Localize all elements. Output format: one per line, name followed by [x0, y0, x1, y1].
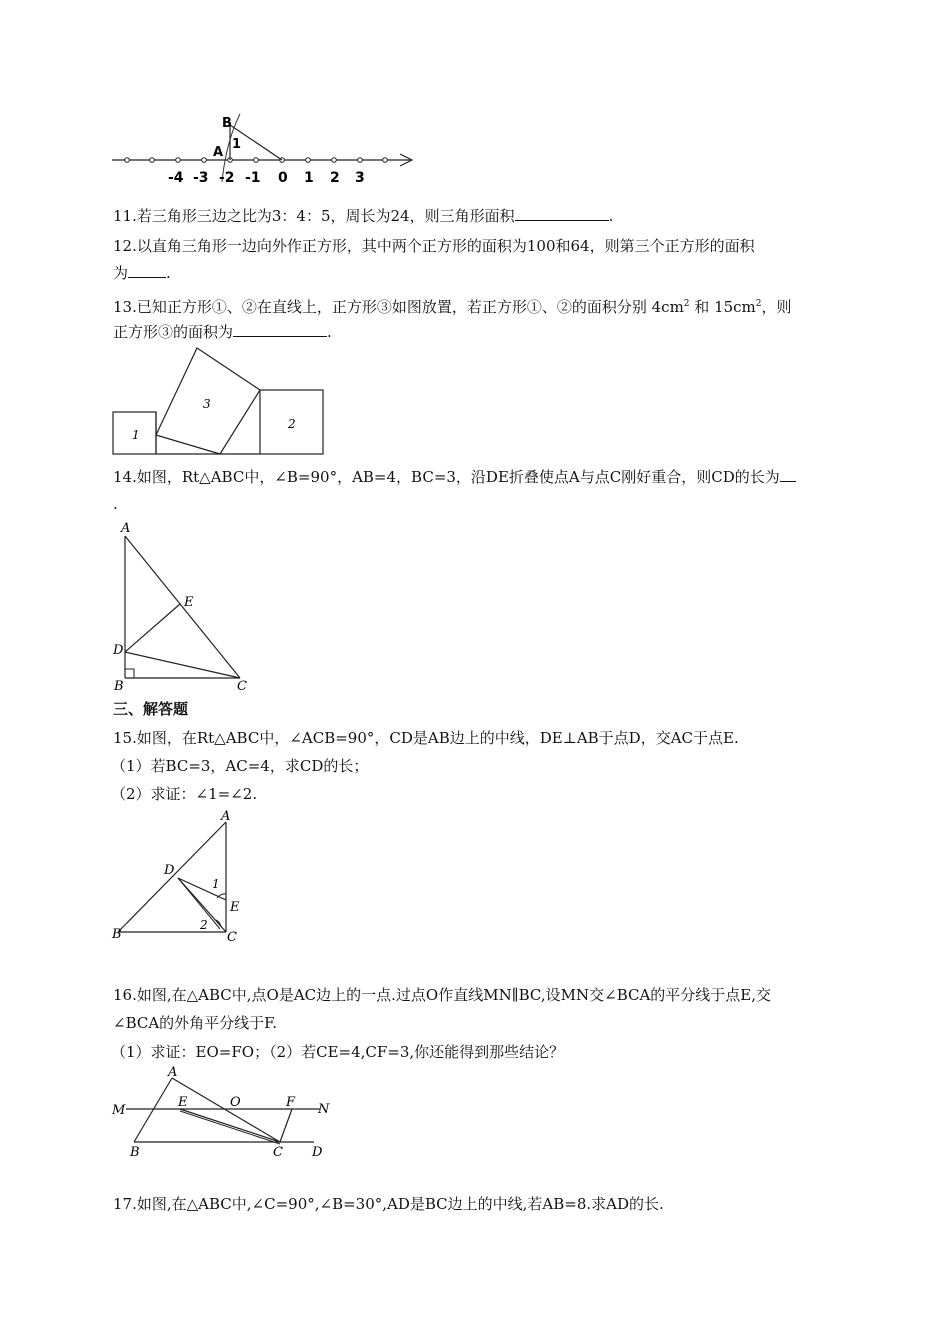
answer-blank[interactable]: [515, 206, 609, 221]
segment-DE: [125, 604, 180, 652]
period: .: [327, 323, 332, 341]
question-17-line1: 17.如图,在△ABC中,∠C=90°,∠B=30°,AD是BC边上的中线,若AB=8.求AD的长.: [113, 1195, 664, 1213]
tick-label: -2: [219, 170, 235, 186]
question-16-line3: （1）求证：EO=FO；（2）若CE=4,CF=3,你还能得到那些结论？: [111, 1043, 565, 1061]
question-11: [113, 206, 613, 226]
tick-label: -4: [168, 170, 184, 186]
label-A: A: [121, 521, 131, 536]
tick-label: 2: [330, 170, 340, 186]
label-A: A: [168, 1065, 178, 1080]
question-14-line1: [113, 467, 796, 487]
squares-figure: [112, 346, 357, 458]
question-12-line1: 12.以直角三角形一边向外作正方形，其中两个正方形的面积为100和64，则第三个正方形的面积: [113, 237, 755, 255]
question-12-line2: [113, 263, 171, 283]
side-AB: [134, 1078, 172, 1142]
segment-EC-2: [180, 1111, 280, 1144]
tick-label: 3: [355, 170, 365, 186]
question-13-line2: [113, 322, 332, 342]
section-3-heading: 三、解答题: [113, 700, 189, 718]
question-14-line2: .: [113, 495, 118, 513]
label-O: O: [230, 1095, 241, 1110]
question-15-part1: （1）若BC=3，AC=4，求CD的长；: [111, 757, 369, 775]
label-E: E: [184, 595, 194, 610]
label-F: F: [286, 1095, 296, 1110]
label-D: D: [312, 1145, 323, 1160]
label-C: C: [227, 930, 237, 945]
square-1-label: 1: [132, 428, 140, 442]
answer-blank[interactable]: [780, 467, 796, 482]
label-A: A: [213, 145, 224, 160]
label-B: B: [222, 116, 232, 131]
figure-15: [112, 808, 252, 948]
side-AC: [172, 1078, 280, 1142]
tick-label: -3: [193, 170, 209, 186]
period: .: [166, 264, 171, 282]
segment-CE: [180, 1109, 280, 1142]
answer-blank[interactable]: [233, 322, 327, 337]
label-1: 1: [232, 137, 242, 152]
label-E: E: [230, 900, 240, 915]
label-A: A: [221, 809, 231, 824]
label-B: B: [114, 679, 124, 694]
label-D: D: [113, 643, 124, 658]
segment-CF: [280, 1109, 292, 1142]
square-3-label: 3: [203, 397, 211, 411]
q13-text-a: 13.已知正方形①、②在直线上，正方形③如图放置，若正方形①、②的面积分别 4cm: [113, 298, 684, 316]
angle-2-label: 2: [200, 918, 208, 932]
question-12-text: 为: [113, 264, 129, 282]
period: .: [608, 207, 614, 225]
angle-1-label: 1: [212, 877, 220, 891]
q13-text-c: ，则: [761, 298, 792, 316]
q13-text-b: 和 15cm: [689, 298, 756, 316]
square-2-label: 2: [288, 417, 296, 431]
superscript: 2: [683, 299, 690, 309]
superscript: 2: [755, 299, 762, 309]
number-line-figure: [110, 112, 420, 187]
question-15-line1: 15.如图，在Rt△ABC中，∠ACB=90°，CD是AB边上的中线，DE⊥AB于点D，交AC于点E.: [113, 729, 739, 747]
label-M: M: [112, 1103, 126, 1118]
tick-label: 1: [304, 170, 314, 186]
label-N: N: [318, 1102, 330, 1117]
label-D: D: [164, 863, 175, 878]
label-E: E: [178, 1095, 188, 1110]
side-AC: [125, 536, 240, 678]
question-13-text: 正方形③的面积为: [113, 323, 234, 341]
label-B: B: [112, 927, 122, 942]
right-angle-mark: [125, 669, 134, 678]
question-16-line2: ∠BCA的外角平分线于F.: [113, 1014, 278, 1032]
answer-blank[interactable]: [128, 263, 166, 278]
tick-label: -1: [245, 170, 261, 186]
tick-label: 0: [278, 170, 288, 186]
label-C: C: [237, 679, 247, 694]
figure-16: [112, 1064, 342, 1159]
question-15-part2: （2）求证：∠1=∠2.: [111, 785, 258, 803]
question-14-text: 14.如图，Rt△ABC中，∠B=90°，AB=4，BC=3，沿DE折叠使点A与点C刚好重合，则CD的长为: [113, 468, 780, 486]
label-B: B: [130, 1145, 140, 1160]
question-11-text: 11.若三角形三边之比为3：4：5，周长为24，则三角形面积: [113, 207, 515, 225]
question-16-line1: 16.如图,在△ABC中,点O是AC边上的一点.过点O作直线MN∥BC,设MN交∠BCA的平分线于点E,交: [113, 986, 772, 1004]
label-C: C: [273, 1145, 283, 1160]
question-13-line1: [113, 294, 792, 317]
figure-14: [112, 518, 262, 694]
